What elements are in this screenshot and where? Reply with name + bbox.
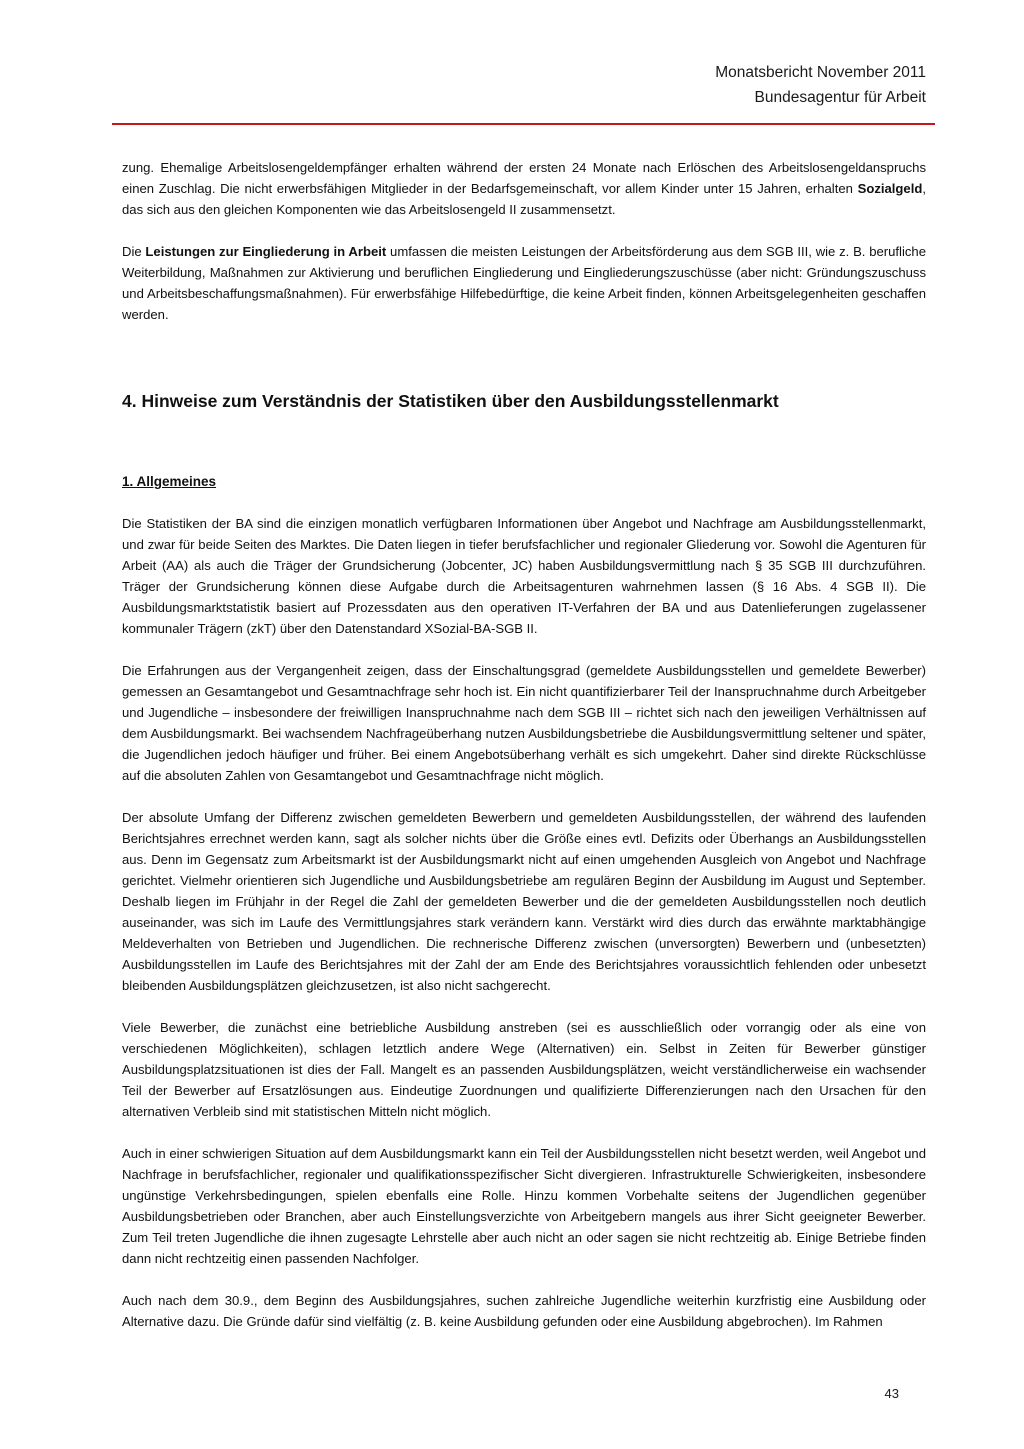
- page-number: 43: [884, 1386, 899, 1401]
- body-paragraph: Auch in einer schwierigen Situation auf dem Ausbildungsmarkt kann ein Teil der Ausbildungsstellen nicht besetzt werden, weil Angebot und Nachfrage in berufsfachlicher, regionaler und qualifikationsspezifischer Sicht divergieren. Infrastrukturelle Schwierigkeiten, insbesondere ungünstige Verkehrsbedingungen, spielen ebenfalls eine Rolle. Hinzu kommen Vorbehalte seitens der Jugendlichen gegenüber Ausbildungsbetrieben oder Branchen, aber auch Einstellungsverzichte von Arbeitgebern mangels aus ihrer Sicht geeigneter Bewerber. Zum Teil treten Jugendliche die ihnen zugesagte Lehrstelle aber auch nicht an oder sagen sie nicht rechtzeitig ab. Einige Betriebe finden dann nicht rechtzeitig einen passenden Nachfolger.: [122, 1146, 926, 1266]
- eingliederung-text: Die: [122, 244, 146, 259]
- intro-text-end: , das sich aus den gleichen Komponenten wie das Arbeitslosengeld II zusammensetzt.: [122, 181, 926, 217]
- eingliederung-paragraph: [122, 241, 926, 325]
- document-body: [122, 157, 926, 1353]
- organization-name: Bundesagentur für Arbeit: [754, 89, 926, 106]
- page-header: [715, 60, 926, 110]
- subsection-heading: 1. Allgemeines: [122, 474, 217, 489]
- body-paragraph: Die Statistiken der BA sind die einzigen monatlich verfügbaren Informationen über Angebot und Nachfrage am Ausbildungsstellenmarkt, und zwar für beide Seiten des Marktes. Die Daten liegen in tiefer berufsfachlicher und regionaler Gliederung vor. Sowohl die Agenturen für Arbeit (AA) als auch die Träger der Grundsicherung (Jobcenter, JC) haben Ausbildungsvermittlung nach § 35 SGB III durchzuführen. Träger der Grundsicherung können diese Aufgabe durch die Arbeitsagenturen wahrnehmen lassen (§ 16 Abs. 4 SGB II). Die Ausbildungsmarktstatistik basiert auf Prozessdaten aus den operativen IT-Verfahren der BA und aus Datenlieferungen zugelassener kommunaler Trägern (zkT) über den Datenstandard XSozial-BA-SGB II.: [122, 516, 926, 636]
- body-paragraph: Der absolute Umfang der Differenz zwischen gemeldeten Bewerbern und gemeldeten Ausbildungsstellen, der während des laufenden Berichtsjahres errechnet werden kann, sagt als solcher nichts über die Größe eines evtl. Defizits oder Überhangs an Ausbildungsstellen aus. Denn im Gegensatz zum Arbeitsmarkt ist der Ausbildungsmarkt nicht auf einen umgehenden Ausgleich von Angebot und Nachfrage gerichtet. Vielmehr orientieren sich Jugendliche und Ausbildungsbetriebe am regulären Beginn der Ausbildung im August und September. Deshalb liegen im Frühjahr in der Regel die Zahl der gemeldeten Bewerber und die der gemeldeten Ausbildungsstellen noch deutlich auseinander, was sich im Laufe des Vermittlungsjahres stark verändern kann. Verstärkt wird dies durch das erwähnte marktabhängige Meldeverhalten von Betrieben und Jugendlichen. Die rechnerische Differenz zwischen (unversorgten) Bewerbern und (unbesetzten) Ausbildungsstellen im Laufe des Berichtsjahres mit der Zahl der am Ende des Berichtsjahres voraussichtlich fehlenden oder unbesetzt bleibenden Ausbildungsplätzen gleichzusetzen, ist also nicht sachgerecht.: [122, 810, 926, 993]
- report-title: Monatsbericht November 2011: [715, 64, 926, 81]
- body-paragraph: Auch nach dem 30.9., dem Beginn des Ausbildungsjahres, suchen zahlreiche Jugendliche weiterhin kurzfristig eine Ausbildung oder Alternative dazu. Die Gründe dafür sind vielfältig (z. B. keine Ausbildung gefunden oder eine Ausbildung abgebrochen). Im Rahmen: [122, 1293, 926, 1329]
- section-heading: 4. Hinweise zum Verständnis der Statistiken über den Ausbildungsstellenmarkt: [122, 391, 779, 411]
- intro-text: zung. Ehemalige Arbeitslosengeldempfänger erhalten während der ersten 24 Monate nach Erlöschen des Arbeitslosengeldanspruchs einen Zuschlag. Die nicht erwerbsfähigen Mitglieder in der Bedarfsgemeinschaft, vor allem Kinder unter 15 Jahren, erhalten: [122, 160, 926, 196]
- sozialgeld-term: Sozialgeld: [857, 181, 923, 196]
- eingliederung-term: Leistungen zur Eingliederung in Arbeit: [145, 244, 387, 259]
- header-divider: [112, 123, 935, 125]
- body-paragraph: Viele Bewerber, die zunächst eine betriebliche Ausbildung anstreben (sei es ausschließlich oder vorrangig oder als eine von verschiedenen Möglichkeiten), schlagen letztlich andere Wege (Alternativen) ein. Selbst in Zeiten für Bewerber günstiger Ausbildungsplatzsituationen ist dies der Fall. Mangelt es an passenden Ausbildungsplätzen, weicht verständlicherweise ein wachsender Teil der Bewerber auf Ersatzlösungen aus. Eindeutige Zuordnungen und qualifizierte Differenzierungen nach den Ursachen für den alternativen Verbleib sind mit statistischen Mitteln nicht möglich.: [122, 1020, 926, 1119]
- intro-paragraph: [122, 157, 926, 220]
- eingliederung-text-end: umfassen die meisten Leistungen der Arbeitsförderung aus dem SGB III, wie z. B. berufliche Weiterbildung, Maßnahmen zur Aktivierung und beruflichen Eingliederung und Eingliederungszuschüsse (aber nicht: Gründungszuschuss und Arbeitsbeschaffungsmaßnahmen). Für erwerbsfähige Hilfebedürftige, die keine Arbeit finden, können Arbeitsgelegenheiten geschaffen werden.: [122, 244, 926, 322]
- body-paragraph: Die Erfahrungen aus der Vergangenheit zeigen, dass der Einschaltungsgrad (gemeldete Ausbildungsstellen und gemeldete Bewerber) gemessen an Gesamtangebot und Gesamtnachfrage sehr hoch ist. Ein nicht quantifizierbarer Teil der Inanspruchnahme durch Arbeitgeber und Jugendliche – insbesondere der freiwilligen Inanspruchnahme nach dem SGB III – richtet sich nach den jeweiligen Verhältnissen auf dem Ausbildungsmarkt. Bei wachsendem Nachfrageüberhang nutzen Ausbildungsbetriebe die Ausbildungsvermittlung seltener und später, die Jugendlichen jedoch häufiger und früher. Bei einem Angebotsüberhang verhält es sich umgekehrt. Daher sind direkte Rückschlüsse auf die absoluten Zahlen von Gesamtangebot und Gesamtnachfrage nicht möglich.: [122, 663, 926, 783]
